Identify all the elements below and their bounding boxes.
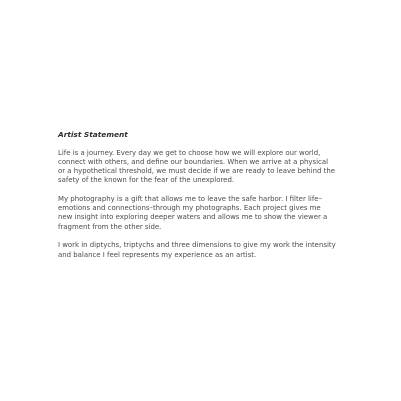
- paragraph-line: fragment from the other side.: [58, 222, 162, 231]
- paragraph-line: emotions and connections–through my photographs. Each project gives me: [58, 204, 321, 213]
- paragraph-line: or a hypothetical threshold, we must decide if we are ready to leave behind the: [58, 166, 336, 175]
- paragraph-journey: [58, 149, 358, 186]
- paragraph-photography: [58, 195, 358, 232]
- paragraph-line: I work in diptychs, triptychs and three dimensions to give my work the intensity: [58, 241, 336, 250]
- paragraph-line: My photography is a gift that allows me to leave the safe harbor. I filter life–: [58, 194, 323, 203]
- paragraph-work: [58, 241, 358, 259]
- paragraph-line: and balance I feel represents my experience as an artist.: [58, 250, 257, 259]
- paragraph-line: Life is a journey. Every day we get to choose how we will explore our world,: [58, 148, 321, 157]
- paragraph-line: safety of the known for the fear of the unexplored.: [58, 176, 235, 185]
- paragraph-line: connect with others, and define our boundaries. When we arrive at a physical: [58, 157, 329, 166]
- paragraph-line: new insight into exploring deeper waters and allows me to show the viewer a: [58, 213, 328, 222]
- statement-heading: Artist Statement: [58, 130, 128, 139]
- artist-statement: [58, 130, 358, 269]
